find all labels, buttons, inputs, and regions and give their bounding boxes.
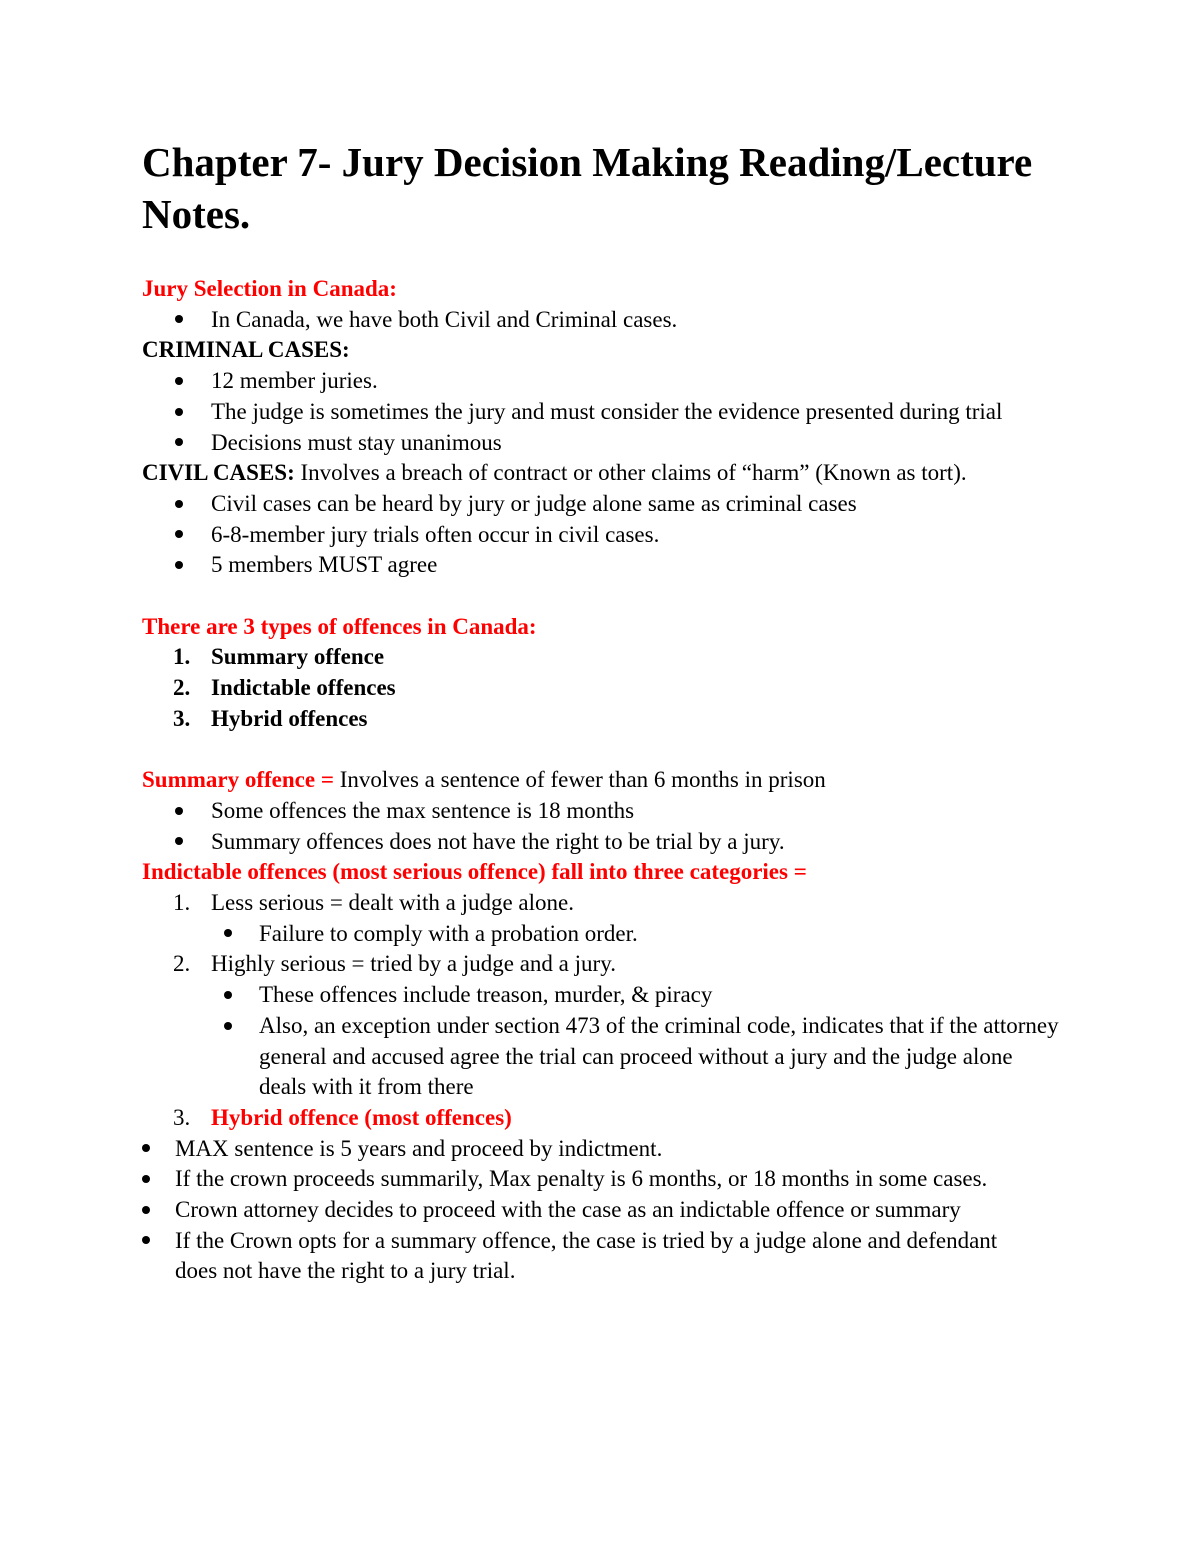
spacer (142, 581, 1062, 612)
bullet-icon (142, 1134, 150, 1165)
numbered-item: 1. Summary offence (173, 644, 385, 670)
bullet-icon (175, 550, 183, 581)
list-item: Summary offences does not have the right to be trial by a jury. (142, 827, 1062, 858)
civil-cases-heading: CIVIL CASES: (142, 460, 295, 486)
criminal-cases-heading: CRIMINAL CASES: (142, 337, 350, 363)
bullet-icon (175, 796, 183, 827)
list-item: 12 member juries. (142, 366, 1062, 397)
list-item: These offences include treason, murder, & piracy (142, 980, 1062, 1011)
bullet-icon (175, 305, 183, 336)
list-item: 6-8-member jury trials often occur in civil cases. (142, 520, 1062, 551)
list-item: If the crown proceeds summarily, Max penalty is 6 months, or 18 months in some cases. (142, 1164, 1025, 1195)
summary-offence-line (142, 765, 1062, 796)
list-item: In Canada, we have both Civil and Criminal cases. (142, 305, 1062, 336)
numbered-item: 2. Highly serious = tried by a judge and a jury. (173, 951, 616, 977)
civil-cases-line (142, 458, 1062, 489)
numbered-item: 3. Hybrid offence (most offences) (173, 1104, 512, 1130)
bullet-icon (175, 520, 183, 551)
list-item: MAX sentence is 5 years and proceed by indictment. (142, 1134, 1062, 1165)
summary-offence-description: Involves a sentence of fewer than 6 months in prison (333, 767, 826, 793)
list-item: Also, an exception under section 473 of the criminal code, indicates that if the attorney general and accused agree the trial can proceed without a jury and the judge alone deals with it from there (142, 1011, 1059, 1103)
page-title: Chapter 7- Jury Decision Making Reading/Lecture Notes. (142, 139, 1033, 237)
list-item: If the Crown opts for a summary offence, the case is tried by a judge alone and defendant does not have the right to a jury trial. (142, 1226, 1025, 1287)
bullet-icon (142, 1226, 150, 1257)
document-body (142, 274, 1062, 1287)
jury-selection-heading: Jury Selection in Canada: (142, 276, 397, 301)
bullet-icon (224, 919, 232, 950)
offence-types-heading: There are 3 types of offences in Canada: (142, 613, 537, 639)
list-item: Civil cases can be heard by jury or judge alone same as criminal cases (142, 489, 1062, 520)
bullet-icon (142, 1195, 150, 1226)
numbered-item: 3. Hybrid offences (173, 705, 368, 731)
list-item: Decisions must stay unanimous (142, 428, 1062, 459)
bullet-icon (142, 1164, 150, 1195)
numbered-item: 2. Indictable offences (173, 675, 396, 701)
list-item: Crown attorney decides to proceed with the case as an indictable offence or summary (142, 1195, 1062, 1226)
spacer (142, 735, 1062, 766)
summary-offence-heading: Summary offence = (142, 767, 334, 793)
list-item: Some offences the max sentence is 18 months (142, 796, 1062, 827)
indictable-heading: Indictable offences (most serious offence) fall into three categories = (142, 859, 807, 885)
bullet-icon (224, 980, 232, 1011)
bullet-icon (175, 366, 183, 397)
numbered-item: 1. Less serious = dealt with a judge alone. (173, 890, 574, 916)
bullet-icon (175, 397, 183, 428)
list-item: Failure to comply with a probation order. (142, 919, 1062, 950)
bullet-icon (224, 1011, 232, 1042)
civil-cases-description: Involves a breach of contract or other claims of “harm” (Known as tort). (294, 460, 967, 486)
bullet-icon (175, 489, 183, 520)
bullet-icon (175, 827, 183, 858)
list-item: 5 members MUST agree (142, 550, 1062, 581)
bullet-icon (175, 428, 183, 459)
list-item: The judge is sometimes the jury and must consider the evidence presented during trial (142, 397, 1041, 428)
